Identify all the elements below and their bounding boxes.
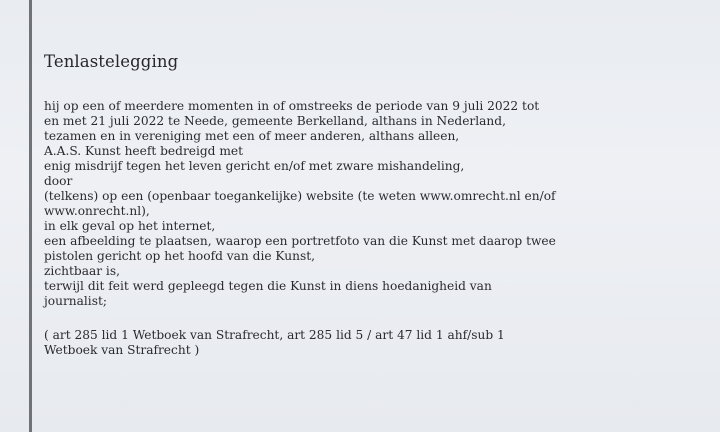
charge-line: een afbeelding te plaatsen, waarop een portretfoto van die Kunst met daarop twee bbox=[44, 234, 556, 248]
indictment-document bbox=[44, 52, 704, 358]
paragraph-gap bbox=[44, 309, 704, 328]
charge-line: journalist; bbox=[44, 294, 107, 308]
charge-line: A.A.S. Kunst heeft bedreigd met bbox=[44, 144, 244, 158]
charge-line: pistolen gericht op het hoofd van die Kunst, bbox=[44, 249, 315, 263]
charge-line: hij op een of meerdere momenten in of omstreeks de periode van 9 juli 2022 tot bbox=[44, 99, 540, 113]
charge-line: zichtbaar is, bbox=[44, 264, 120, 278]
charge-line: terwijl dit feit werd gepleegd tegen die Kunst in diens hoedanigheid van bbox=[44, 279, 492, 293]
charge-line: (telkens) op een (openbaar toegankelijke) website (te weten www.omrecht.nl en/of bbox=[44, 189, 556, 203]
citation-line: Wetboek van Strafrecht ) bbox=[44, 343, 200, 357]
charge-line: www.onrecht.nl), bbox=[44, 204, 150, 218]
document-heading: Tenlastelegging bbox=[44, 52, 179, 71]
charge-line: tezamen en in vereniging met een of meer anderen, althans alleen, bbox=[44, 129, 460, 143]
charge-line: in elk geval op het internet, bbox=[44, 219, 216, 233]
charge-text bbox=[44, 99, 704, 309]
citation-line: ( art 285 lid 1 Wetboek van Strafrecht, art 285 lid 5 / art 47 lid 1 ahf/sub 1 bbox=[44, 328, 505, 342]
page-edge-rule bbox=[29, 0, 32, 432]
legal-citation bbox=[44, 328, 704, 358]
charge-line: door bbox=[44, 174, 73, 188]
charge-line: en met 21 juli 2022 te Neede, gemeente Berkelland, althans in Nederland, bbox=[44, 114, 506, 128]
charge-line: enig misdrijf tegen het leven gericht en/of met zware mishandeling, bbox=[44, 159, 465, 173]
